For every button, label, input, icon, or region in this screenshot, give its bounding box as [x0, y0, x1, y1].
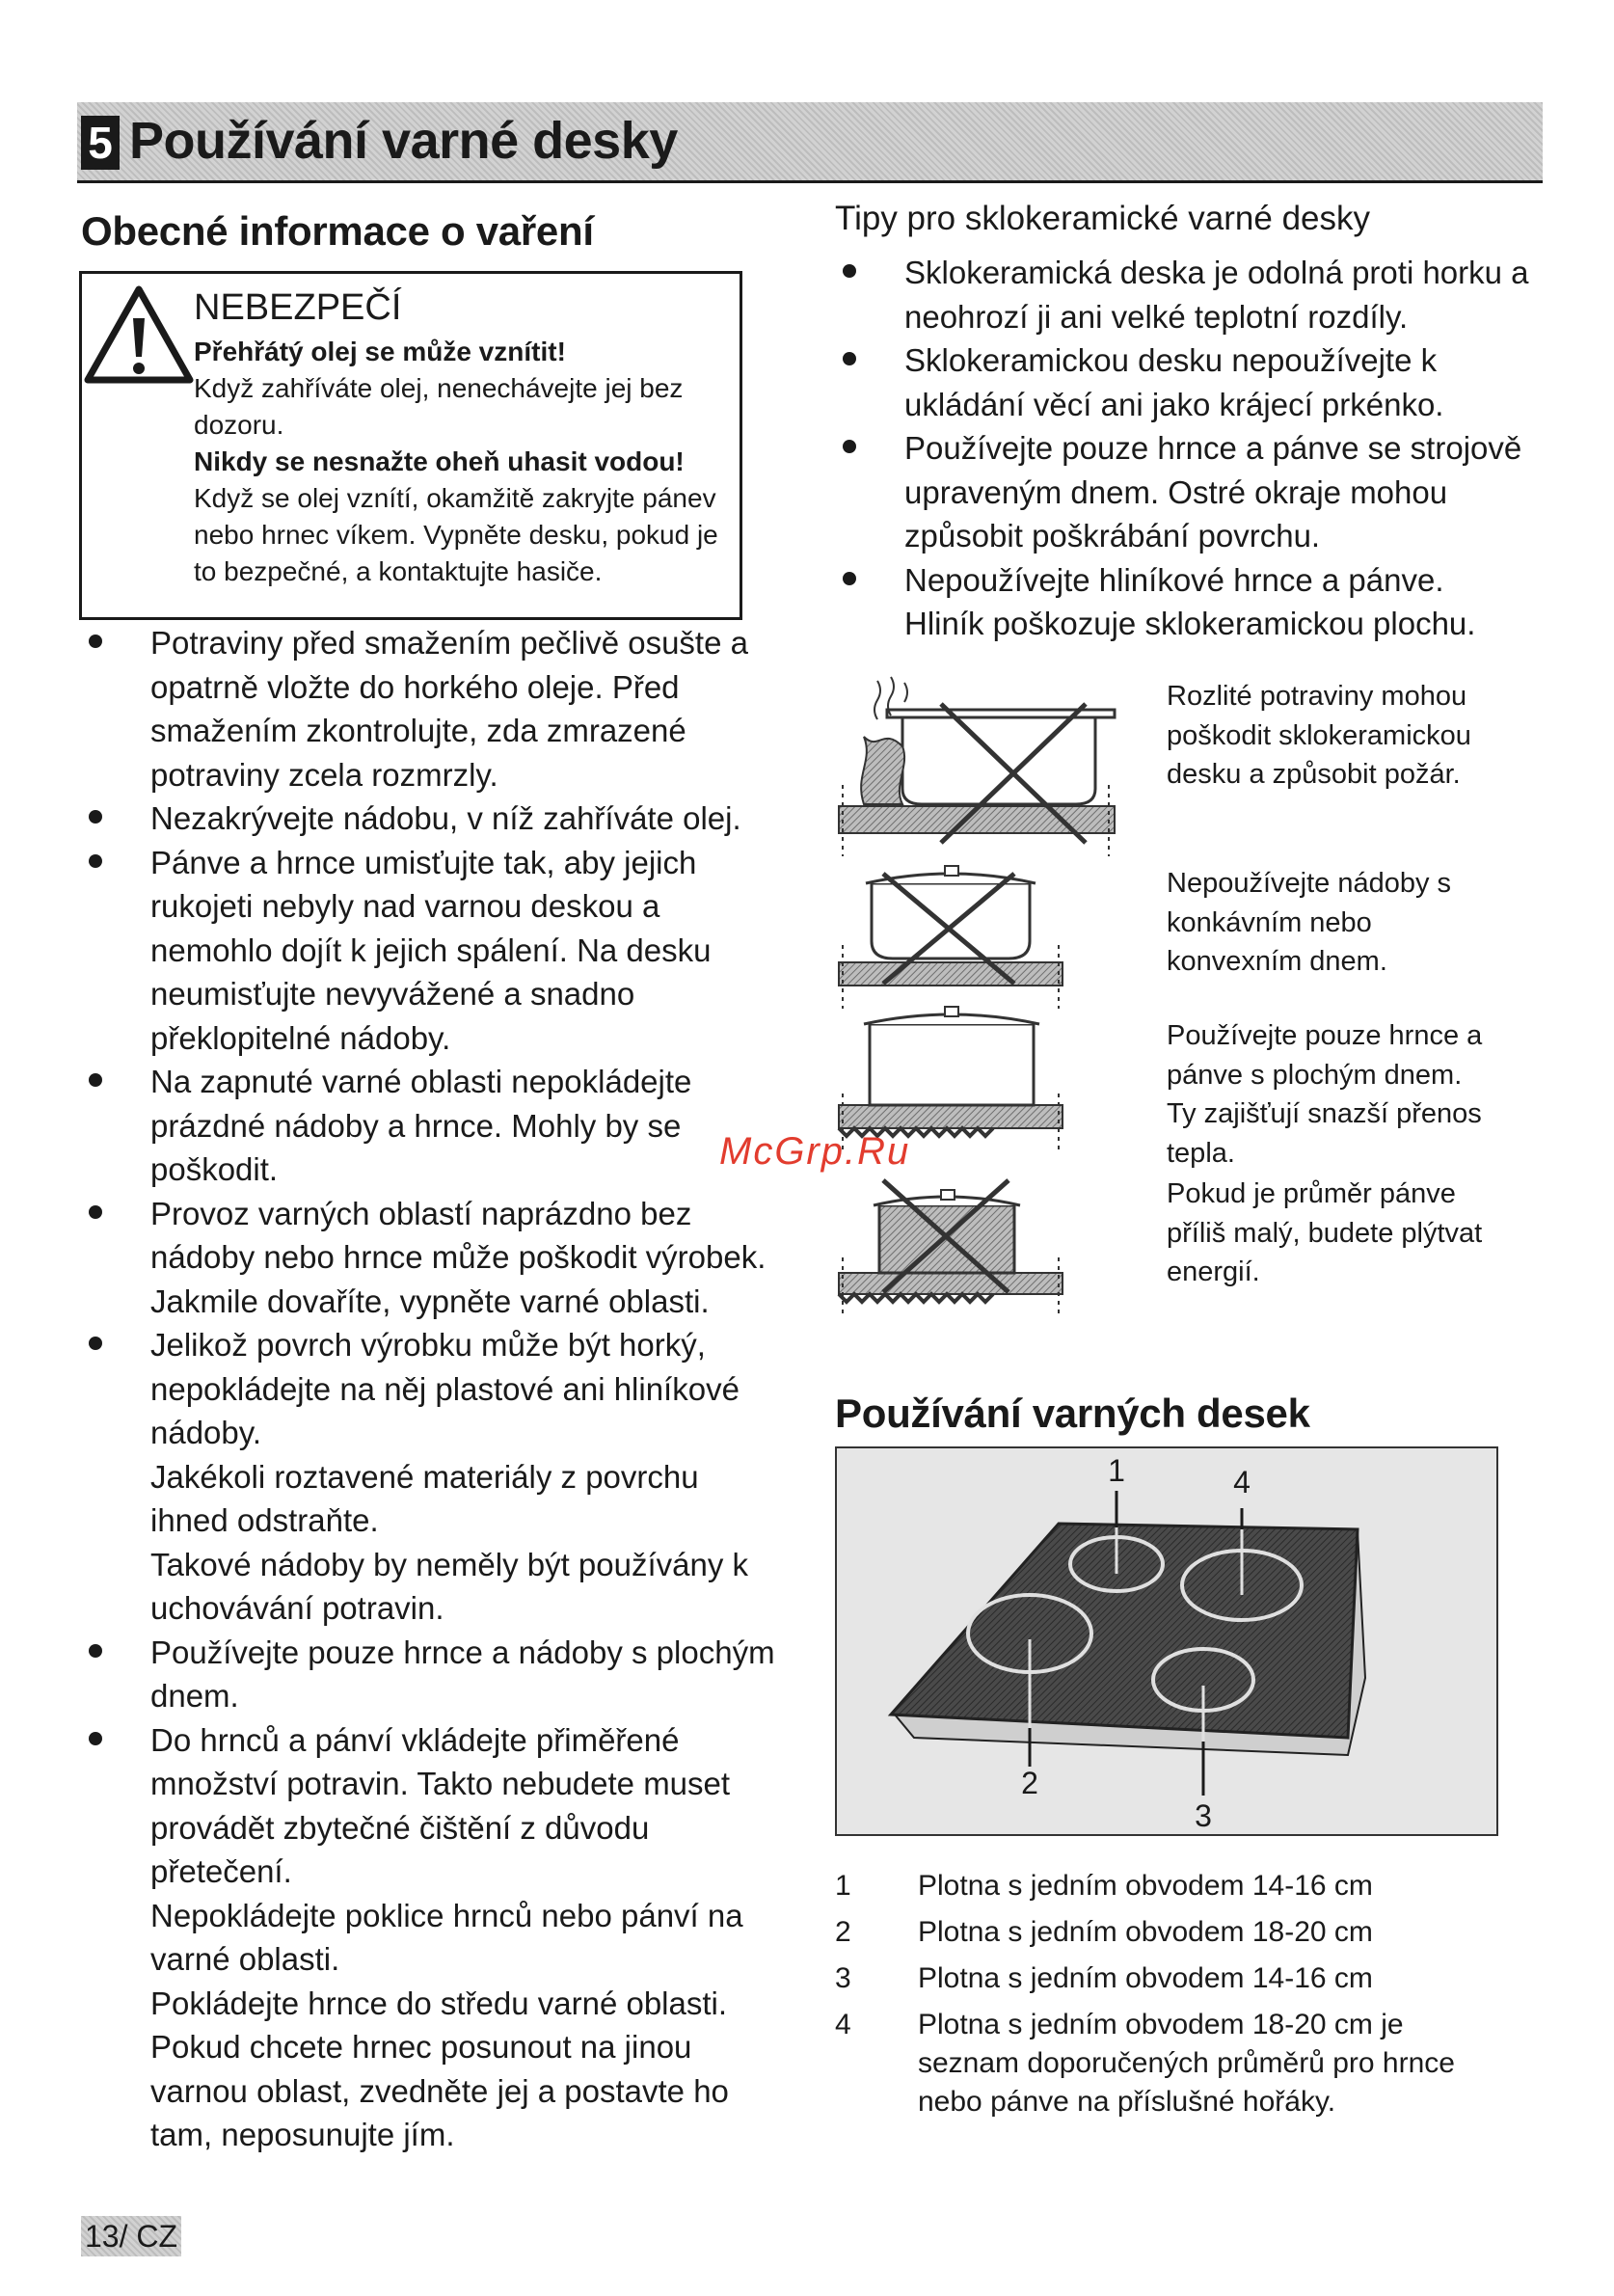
- list-item: Používejte pouze hrnce a pánve se strojově upraveným dnem. Ostré okraje mohou způsobit poškrábání povrchu.: [835, 426, 1529, 558]
- list-item: Na zapnuté varné oblasti nepokládejte prázdné nádoby a hrnce. Mohly by se poškodit.: [81, 1060, 785, 1192]
- cookware-illustrations: [835, 669, 1124, 1321]
- warning-title: NEBEZPEČÍ: [194, 287, 402, 328]
- list-item: Sklokeramickou desku nepoužívejte k ukládání věcí ani jako krájecí prkénko.: [835, 338, 1529, 426]
- hob-label-4: 4: [1233, 1465, 1251, 1499]
- warning-triangle-icon: [82, 280, 196, 393]
- spill-illustration: [839, 677, 1115, 856]
- caption-flat: Používejte pouze hrnce a pánve s plochým dnem. Ty zajišťují snazší přenos tepla.: [1167, 1020, 1483, 1169]
- list-item-continuation: Jakékoli roztavené materiály z povrchu ihned odstraňte.: [150, 1458, 699, 1538]
- warning-water-text: Když se olej vznítí, okamžitě zakryjte pánev nebo hrnec víkem. Vypněte desku, pokud je to bezpečné, a kontaktujte hasiče.: [194, 483, 718, 586]
- warning-water-heading: Nikdy se nesnažte oheň uhasit vodou!: [194, 446, 685, 476]
- caption-small: Pokud je průměr pánve příliš malý, budete plýtvat energií.: [1167, 1178, 1483, 1287]
- hob-label-2: 2: [1021, 1766, 1038, 1800]
- list-item-continuation: Pokládejte hrnce do středu varné oblasti. Pokud chcete hrnec posunout na jinou varnou oblast, zvedněte jej a postavte ho tam, neposunujte jím.: [150, 1985, 729, 2152]
- tips-list: [835, 251, 1529, 646]
- list-item: Nepoužívejte hliníkové hrnce a pánve. Hliník poškozuje sklokeramickou plochu.: [835, 558, 1529, 646]
- cooking-info-list: [81, 621, 785, 2157]
- section-header: [77, 102, 1543, 183]
- hob-usage-heading: Používání varných desek: [835, 1391, 1310, 1436]
- page-number: 13/ CZ: [81, 2216, 181, 2256]
- danger-warning-box: [79, 271, 742, 620]
- list-item: Pánve a hrnce umisťujte tak, aby jejich rukojeti nebyly nad varnou deskou a nemohlo dojít k jejich spálení. Na desku neumisťujte nevyvážené a snadno překlopitelné nádoby.: [81, 841, 785, 1061]
- caption-concave: Nepoužívejte nádoby s konkávním nebo konvexním dnem.: [1167, 868, 1452, 977]
- concave-pot-illustration: [839, 866, 1063, 1009]
- warning-oil-text: Když zahříváte olej, nenechávejte jej bez dozoru.: [194, 373, 684, 440]
- list-item: Sklokeramická deska je odolná proti horku a neohrozí ji ani velké teplotní rozdíly.: [835, 251, 1529, 338]
- list-item: Nezakrývejte nádobu, v níž zahříváte olej.: [81, 797, 785, 841]
- hob-label-1: 1: [1108, 1453, 1125, 1488]
- page-title: Používání varné desky: [129, 112, 678, 170]
- list-item: Provoz varných oblastí naprázdno bez nádoby nebo hrnce může poškodit výrobek. Jakmile dovaříte, vypněte varné oblasti.: [81, 1192, 785, 1324]
- general-info-heading: Obecné informace o vaření: [81, 208, 594, 254]
- section-number: 5: [81, 116, 120, 170]
- list-item-continuation: Nepokládejte poklice hrnců nebo pánví na varné oblasti.: [150, 1897, 743, 1977]
- hob-label-3: 3: [1195, 1798, 1212, 1833]
- watermark: McGrp.Ru: [719, 1130, 911, 1173]
- caption-spill: Rozlité potraviny mohou poškodit sklokeramickou desku a způsobit požár.: [1167, 681, 1471, 790]
- list-item-continuation: Takové nádoby by neměly být používány k uchovávání potravin.: [150, 1546, 749, 1626]
- hob-diagram: [835, 1446, 1498, 1836]
- small-pot-illustration: [839, 1180, 1063, 1315]
- tips-heading: Tipy pro sklokeramické varné desky: [835, 200, 1371, 237]
- list-item: Jelikož povrch výrobku může být horký, nepokládejte na něj plastové ani hliníkové nádoby. Jakékoli roztavené materiály z povrchu ihned odstraňte. Takové nádoby by neměly být používány k uchovávání potravin.: [81, 1323, 785, 1631]
- warning-oil-heading: Přehřátý olej se může vznítit!: [194, 337, 566, 366]
- list-item: Používejte pouze hrnce a nádoby s plochým dnem.: [81, 1631, 785, 1718]
- list-item: Do hrnců a pánví vkládejte přiměřené množství potravin. Takto nebudete muset provádět zbytečné čištění z důvodu přetečení. Nepokládejte poklice hrnců nebo pánví na varné oblasti. Pokládejte hrnce do středu varné oblasti. Pokud chcete hrnec posunout na jinou varnou oblast, zvedněte jej a postavte ho tam, neposunujte jím.: [81, 1718, 785, 2157]
- list-item: Potraviny před smažením pečlivě osušte a opatrně vložte do horkého oleje. Před smažením zkontrolujte, zda zmrazené potraviny zcela rozmrzly.: [81, 621, 785, 797]
